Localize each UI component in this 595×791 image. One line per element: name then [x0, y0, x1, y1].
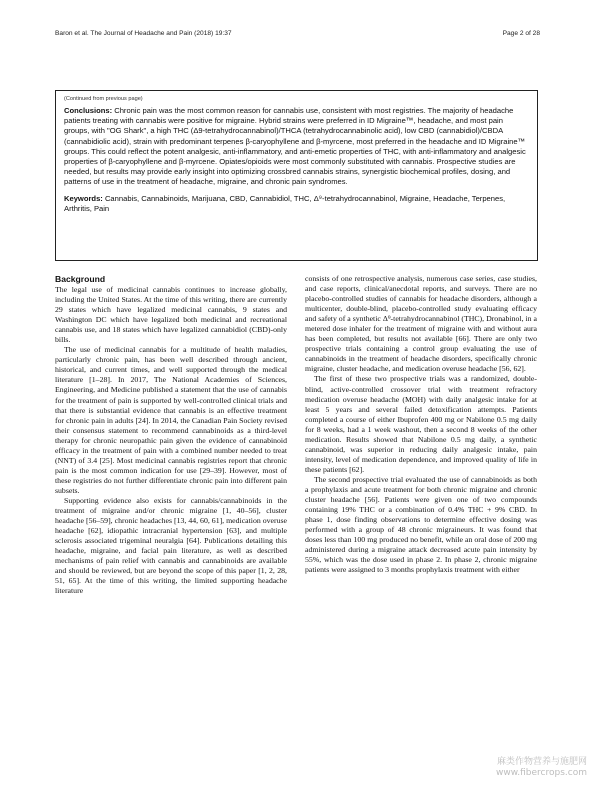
conclusions-label: Conclusions:	[64, 106, 113, 115]
abstract-box	[55, 90, 538, 261]
page-number: Page 2 of 28	[502, 30, 540, 37]
keywords-text: Cannabis, Cannabinoids, Marijuana, CBD, Cannabidiol, THC, Δ⁹-tetrahydrocannabinol, Migraine, Headache, Terpenes, Arthritis, Pain	[64, 193, 506, 213]
body-paragraph: The use of medicinal cannabis for a multitude of health maladies, particularly chronic pain, has been well described through ancient, historical, and current times, and well supported through the medical literature [1–28]. In 2017, The National Academies of Sciences, Engineering, and Medicine published a statement that the use of cannabis for the treatment of pain is supported by well-controlled clinical trials and that there is substantial evidence that cannabis is an effective treatment for chronic pain in adults [24]. In 2014, the Canadian Pain Society revised their consensus statement to recommend cannabinoids as a third-level therapy for chronic neuropathic pain given the evidence of cannabinoid efficacy in the treatment of pain with a combined number needed to treat (NNT) of 3.4 [25]. Most medicinal cannabis registries report that chronic pain is the most common indication for use [29–39]. However, most of these registries do not further differentiate chronic pain into different pain subsets.	[55, 345, 287, 495]
watermark-line-2: www.fibercrops.com	[496, 768, 587, 778]
body-paragraph: Supporting evidence also exists for cannabis/cannabinoids in the treatment of migraine and/or chronic migraine [1, 40–56], cluster headache [56–59], chronic headaches [13, 44, 60, 61], medication overuse headache [62], idiopathic intracranial hypertension [63], and multiple sclerosis associated trigeminal neuralgia [64]. Publications detailing this headache, migraine, and facial pain literature, as well as described mechanisms of pain relief with cannabis and cannabinoids are available and should be reviewed, but are beyond the scope of this paper [1, 2, 28, 51, 65]. At the time of this writing, the limited supporting headache literature	[55, 495, 287, 596]
body-paragraph: The first of these two prospective trials was a randomized, double-blind, active-controlled crossover trial with treatment refractory medication overuse headache (MOH) with daily analgesic intake for at least 5 years and several failed detoxification attempts. Patients completed a course of either Ibuprofen 400 mg or Nabilone 0.5 mg daily for 8 weeks, had a 1 week washout, then a second 8 weeks of the other medication. Results showed that Nabilone 0.5 mg daily, a synthetic cannabinoid, was superior in reducing daily analgesic intake, pain intensity, level of medication dependence, and improved quality of life in these patients [62].	[305, 374, 537, 474]
right-column	[305, 274, 537, 575]
watermark-line-1: 麻类作物营养与施肥网	[496, 757, 587, 767]
body-paragraph: consists of one retrospective analysis, numerous case series, case studies, and case reports, clinical/anecdotal reports, and surveys. There are no placebo-controlled studies of cannabis for headache disorders, although a multicenter, double-blind, placebo-controlled study evaluating efficacy and safety of a synthetic Δ⁹-tetrahydrocannabinol (THC), Dronabinol, in a metered dose inhaler for the treatment of migraine with and without aura has been completed, but results not available [66]. There are only two prospective trials containing a control group evaluating the use of cannabinoids in the treatment of headache disorders, specifically chronic migraine, cluster headache, and medication overuse headache [56, 62].	[305, 274, 537, 374]
left-column	[55, 274, 287, 596]
body-paragraph: The legal use of medicinal cannabis continues to increase globally, including the United States. At the time of this writing, there are currently 29 states which have legalized medicinal cannabis, 9 states and Washington DC which have legalized both medicinal and recreational cannabis use, and 18 states which have legalized cannabidiol (CBD)-only bills.	[55, 285, 287, 345]
section-heading-background: Background	[55, 274, 106, 284]
keywords-label: Keywords:	[64, 193, 103, 203]
continued-note: (Continued from previous page)	[64, 96, 143, 102]
conclusions-paragraph	[64, 106, 529, 188]
running-header-citation: Baron et al. The Journal of Headache and Pain (2018) 19:37	[55, 30, 232, 37]
conclusions-text: Chronic pain was the most common reason for cannabis use, consistent with most registries. The majority of headache patients treating with cannabis were positive for migraine. Hybrid strains were preferred in ID Migraine™, headache, and most pain groups, with "OG Shark", a high THC (Δ9-tetrahydrocannabinol)/THCA (tetrahydrocannabinolic acid), low CBD (cannabidiol)/CBDA (cannabidiolic acid), strain with predominant terpenes β-caryophyllene and β-myrcene, most preferred in the headache and ID Migraine™ groups. This could reflect the potent analgesic, anti-inflammatory, and anti-emetic properties of THC, with anti-inflammatory and analgesic properties of β-caryophyllene and β-myrcene. Opiates/opioids were most commonly substituted with cannabis. Prospective studies are needed, but results may provide early insight into optimizing crossbred cannabis strains, synergistic biochemical profiles, dosing, and patterns of use in the treatment of headache, migraine, and chronic pain syndromes.	[64, 106, 526, 187]
watermark	[496, 757, 587, 779]
body-paragraph: The second prospective trial evaluated the use of cannabinoids as both a prophylaxis and acute treatment for both chronic migraine and chronic cluster headache [56]. Patients were given one of two compounds containing 19% THC or a combination of 0.4% THC + 9% CBD. In phase 1, dose finding observations to determine effective dosing was performed with a group of 48 chronic migraineurs. It was found that doses less than 100 mg produced no benefit, while an oral dose of 200 mg administered during a migraine attack decreased acute pain intensity by 55%, which was the dose used in phase 2. In phase 2, chronic migraine patients were assigned to 3 months prophylaxis treatment with either	[305, 474, 537, 575]
keywords-paragraph	[64, 194, 529, 214]
